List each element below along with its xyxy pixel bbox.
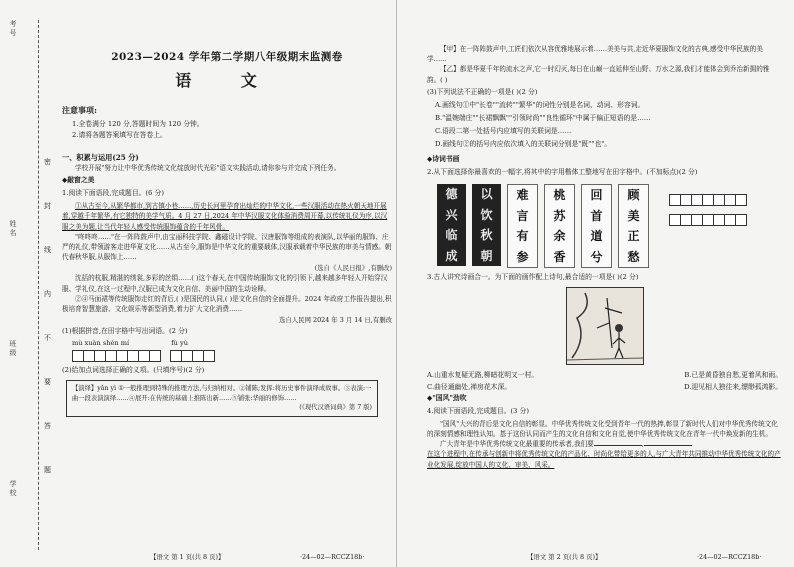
question-1-2: (2)给加点词选择正确的义项。(只填序号)(2 分) <box>62 366 205 375</box>
dictionary-entry: 【演绎】yǎn yì ①一般推理到特殊的推理方法,与归纳相对。②铺陈;发挥:将历史事件演绎成故事。③表演:一曲一段表演演绎……④展开:在传统的基础上推陈出新……⑤铺张:华丽的修饰…… <box>72 385 372 402</box>
passage-para: 【乙】都是华夏千年的流水之声,它一时幻灭,每日在山巅一直延伸至山野、万水之源,我们才能体会到乔治新拥的雅韵。( ) <box>427 65 770 84</box>
notes-list <box>62 119 392 141</box>
calligraphy-samples <box>437 184 649 268</box>
passage-para: 沈括的杭服,精湛的绣裳,多彩的丝绢……( )这个春天,在中国传统服饰文化的引领下,越来越多年轻人开始穿汉服、学礼仪,在这一过程中,汉服已成为文化自信、美丽中国的生动诠释。 <box>62 274 388 293</box>
seal-line <box>38 20 39 550</box>
label-exam-number: 考号 <box>9 20 17 38</box>
answer-grid[interactable] <box>72 350 160 362</box>
options-row <box>427 381 782 391</box>
options-row <box>427 369 782 379</box>
ink-painting <box>566 287 644 365</box>
right-content <box>427 44 782 470</box>
passage-para: 广大青年是中华优秀传统文化最重要的传承者,我们要 , <box>427 439 782 449</box>
dictionary-source: (《现代汉语词典》第 7 版) <box>299 404 372 412</box>
passage-para: "国风"大兴的背后是文化自信的彰显。中华优秀传统文化受到青年一代的热捧,彰显了新时代人们对中华优秀传统文化的深刻情感和理性认知。基于这份认同而产生的文化自信和文化自觉,使中华优秀传统文化在青年一代中焕发新的生机。 <box>427 419 778 439</box>
passage-para: ②④马面裙等传统服饰走红的背后,( )是国民的认同,( )是文化自信的全面提升。2024 年政府工作报告提出,积极培育智慧旅游、文化娱乐等新型消费,着力扩大文化消费…… <box>62 294 392 314</box>
option-b[interactable]: B.已是黄昏独自愁,更着风和雨。 <box>684 370 782 379</box>
label-name: 姓名 <box>9 220 17 238</box>
seal-char: 答 <box>44 422 51 430</box>
seal-char: 题 <box>44 466 51 474</box>
dictionary-box <box>66 380 378 417</box>
seal-char: 要 <box>44 378 51 386</box>
task-heading: ◆敲窗之美 <box>62 176 95 185</box>
calligraphy-6[interactable]: 顾 美 正 愁 <box>618 184 649 268</box>
calligraphy-5[interactable]: 回 首 道 兮 <box>581 184 612 268</box>
passage-source: 选自人民网 2024 年 3 月 14 日,有删改 <box>279 316 392 325</box>
activity-intro: 学校开展"努力让中华优秀传统文化绽放时代光彩"语文实践活动,请你参与并完成下列任务。 <box>75 164 341 172</box>
option-c[interactable]: C.语段二第一处括号内应填写的关联词是…… <box>435 126 572 135</box>
passage-source: (选自《人民日报》,有删改) <box>314 264 392 273</box>
note-item: 2.请将各题答案填写在答卷上。 <box>72 131 167 139</box>
pinyin-row <box>72 339 392 347</box>
question-1-1: (1)根据拼音,在田字格中写出词语。(2 分) <box>62 327 188 336</box>
page-code: ·24—02—RCCZ18b· <box>697 553 762 561</box>
seal-char: 密 <box>44 158 51 166</box>
option-a[interactable]: A.画线句①中"长卷""流转""繁华"的词性分别是名词、动词、形容词。 <box>435 100 645 109</box>
seal-char: 线 <box>44 246 51 254</box>
binding-margin <box>0 0 62 567</box>
calligraphy-1[interactable]: 德 兴 临 成 <box>437 184 466 266</box>
option-c[interactable]: C.曲径通幽处,禅房花木深。 <box>427 382 512 391</box>
task-heading: ◆"国风"劲吹 <box>427 393 467 402</box>
calligraphy-answer <box>669 194 746 268</box>
label-class: 班级 <box>9 340 17 358</box>
answer-grid[interactable] <box>170 350 214 362</box>
fill-blank[interactable] <box>644 445 692 446</box>
option-b[interactable]: B."温婉端庄""长裙飘飘""引领时尚""良性循环"中属于偏正短语的是…… <box>435 113 651 122</box>
page-footer: 【语文 第 1 页(共 8 页)】 <box>150 553 225 561</box>
painting-illustration <box>567 288 643 364</box>
passage-para: "咚咚咚……"在一阵阵鼓声中,由宝丽科技学院、鑫磁设计学院、汉唐服饰等组成的表演队,以华丽的服饰、庄严的礼仪,带领游客走进华夏文化……从古至今,服饰是中华文化的重要载体,汉服承载着中华民族的审美与情感。朝代春秋华服,从服饰上…… <box>62 232 392 262</box>
left-content <box>62 0 392 417</box>
seal-char: 封 <box>44 202 51 210</box>
pinyin-2: fù yù <box>171 339 188 348</box>
seal-instruction <box>44 140 54 492</box>
section-heading: 一、积累与运用(25 分) <box>62 153 139 162</box>
label-school: 学校 <box>9 480 17 498</box>
passage-para: 【甲】在一阵阵鼓声中,工匠们依次从容优雅地展示着……美美与共,走近华夏服饰文化的古典,感受中华民族的美学…… <box>427 45 763 64</box>
fill-blank[interactable] <box>594 445 642 446</box>
calligraphy-area <box>427 180 782 268</box>
question-4: 4.阅读下面语段,完成题目。(3 分) <box>427 406 529 415</box>
calligraphy-2[interactable]: 以 饮 秋 朝 <box>472 184 501 266</box>
answer-grid-row <box>72 350 392 362</box>
passage-para: ①从古至今,从繁华都市,到古镇小巷……,历史长河里孕育出灿烂的中华文化,一些汉服活动在热火朝天地开展着,穿越千年繁华,有它独特的美学气质。4 月 27 日,2024 年中华汉服文化体验消费周开幕,以传统礼仪为序,以汉服之美为题,让当代年轻人感受传统服饰蕴含的千年风骨。 <box>62 202 388 231</box>
page-code: ·24—02—RCCZ18b· <box>300 553 365 561</box>
page-footer: 【语文 第 2 页(共 8 页)】 <box>527 553 602 561</box>
question-1-3: (3)下列说法不正确的一项是( )(2 分) <box>427 87 538 96</box>
calligraphy-3[interactable]: 难 言 有 参 <box>507 184 538 268</box>
option-d[interactable]: D.迎见相人独往来,缥缈孤鸿影。 <box>684 382 782 391</box>
option-a[interactable]: A.山重水复疑无路,柳暗花明又一村。 <box>427 370 539 379</box>
task-heading: ◆诗词书画 <box>427 154 460 163</box>
answer-grid[interactable] <box>669 194 746 206</box>
notes-heading: 注意事项: <box>62 105 97 115</box>
question-2: 2.从下面选择你最喜欢的一幅字,将其中的字用楷体工整地写在田字格中。(不加标点)(2 分) <box>427 167 698 176</box>
calligraphy-4[interactable]: 桃 苏 余 香 <box>544 184 575 268</box>
question-3: 3.古人讲究诗画合一。为下面的画作配上诗句,最合适的一项是( )(2 分) <box>427 272 639 281</box>
seal-char: 不 <box>44 334 51 342</box>
exam-subject: 语 文 <box>175 71 279 90</box>
option-d[interactable]: D.画线句②的括号内应依次填入的关联词分别是"既""也"。 <box>435 139 612 148</box>
note-item: 1.全卷满分 120 分,答题时间为 120 分钟。 <box>72 120 204 128</box>
pinyin-1: mù xuàn shén mí <box>72 339 130 348</box>
passage-para: 在这个进程中,在传承与创新中将优秀传统文化的产品化、时尚化带给更多的人,与广大青年共同推动中华优秀传统文化的产业化发展,绽放中国人的文化、审美、风采。 <box>427 450 781 469</box>
seal-char: 内 <box>44 290 51 298</box>
answer-grid[interactable] <box>669 214 746 226</box>
exam-title: 2023—2024 学年第二学期八年级期末监测卷 <box>111 51 343 63</box>
right-page <box>397 0 794 567</box>
question-1: 1.阅读下面语段,完成题目。(6 分) <box>62 189 164 198</box>
